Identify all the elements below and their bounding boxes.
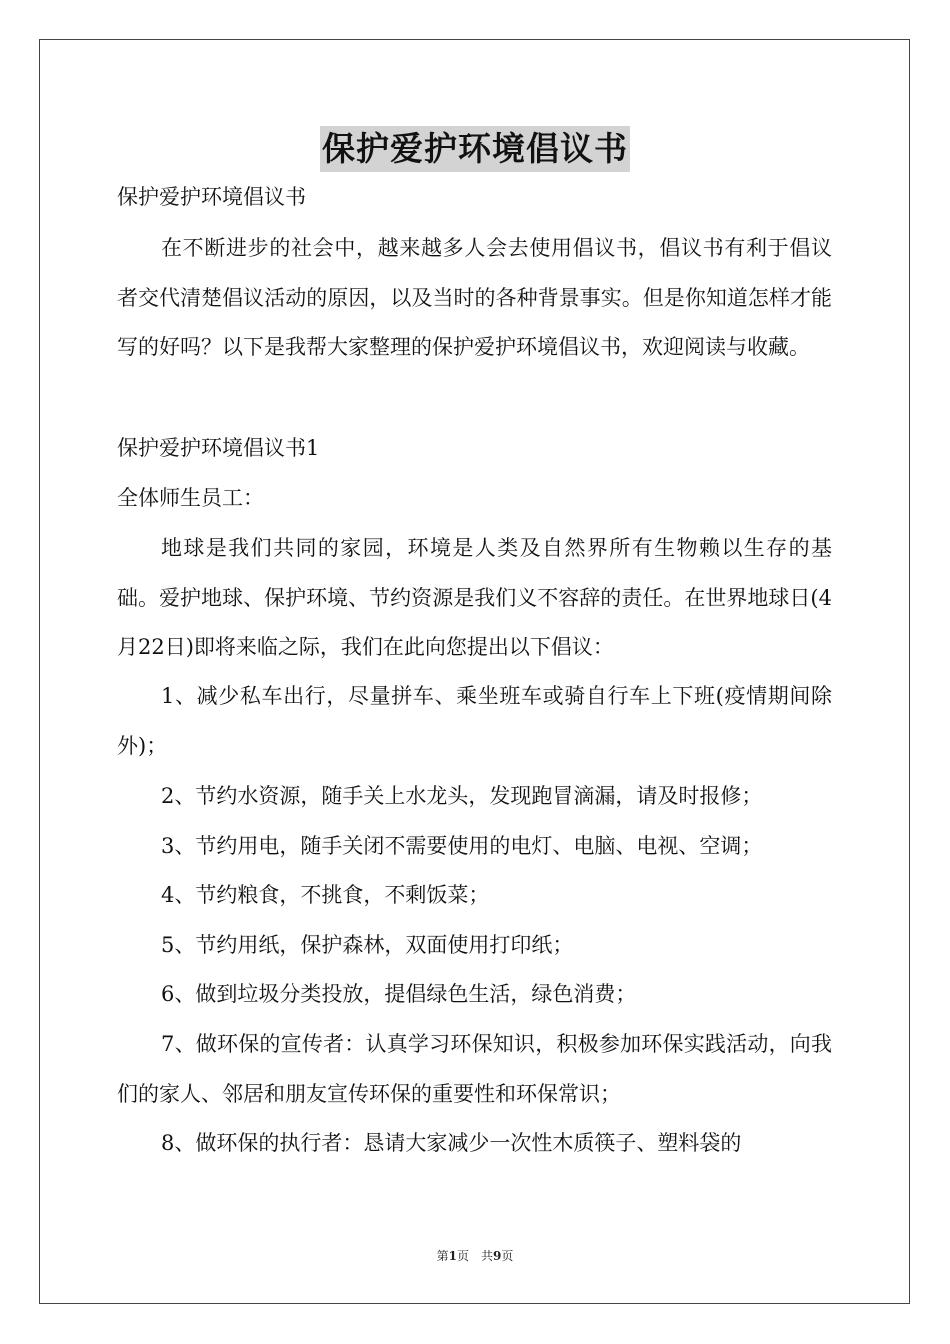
section-heading: 保护爱护环境倡议书1 [117,436,320,460]
page-suffix: 页 [501,1249,514,1263]
list-item: 4、节约粮食，不挑食，不剩饭菜； [161,883,490,907]
body-paragraph: 地球是我们共同的家园，环境是人类及自然界所有生物赖以生存的基础。爱护地球、保护环境、节约资源是我们义不容辞的责任。在世界地球日(4月22日)即将来临之际，我们在此向您提出以下倡议： [117,536,832,660]
list-item: 8、做环保的执行者：恳请大家减少一次性木质筷子、塑料袋的 [161,1131,742,1155]
page-prefix: 第 [436,1249,449,1263]
list-item: 2、节约水资源，随手关上水龙头，发现跑冒滴漏，请及时报修； [161,784,763,808]
document-title: 保护爱护环境倡议书 [320,126,630,172]
list-item: 1、减少私车出行，尽量拼车、乘坐班车或骑自行车上下班(疫情期间除外)； [117,684,832,758]
subtitle: 保护爱护环境倡议书 [117,185,306,209]
page-footer [0,1247,950,1264]
title-container [0,126,950,172]
list-item: 5、节约用纸，保护森林，双面使用打印纸； [161,933,574,957]
list-item: 7、做环保的宣传者：认真学习环保知识，积极参加环保实践活动，向我们的家人、邻居和朋友宣传环保的重要性和环保常识； [117,1032,832,1106]
page-total: 9 [493,1249,502,1263]
page-current: 1 [448,1249,457,1263]
list-item: 6、做到垃圾分类投放，提倡绿色生活，绿色消费； [161,982,637,1006]
salutation: 全体师生员工： [117,486,264,510]
page-mid: 页 共 [456,1249,493,1263]
list-item: 3、节约用电，随手关闭不需要使用的电灯、电脑、电视、空调； [161,834,763,858]
intro-paragraph: 在不断进步的社会中，越来越多人会去使用倡议书，倡议书有利于倡议者交代清楚倡议活动的原因，以及当时的各种背景事实。但是你知道怎样才能写的好吗？以下是我帮大家整理的保护爱护环境倡议书，欢迎阅读与收藏。 [117,236,832,360]
